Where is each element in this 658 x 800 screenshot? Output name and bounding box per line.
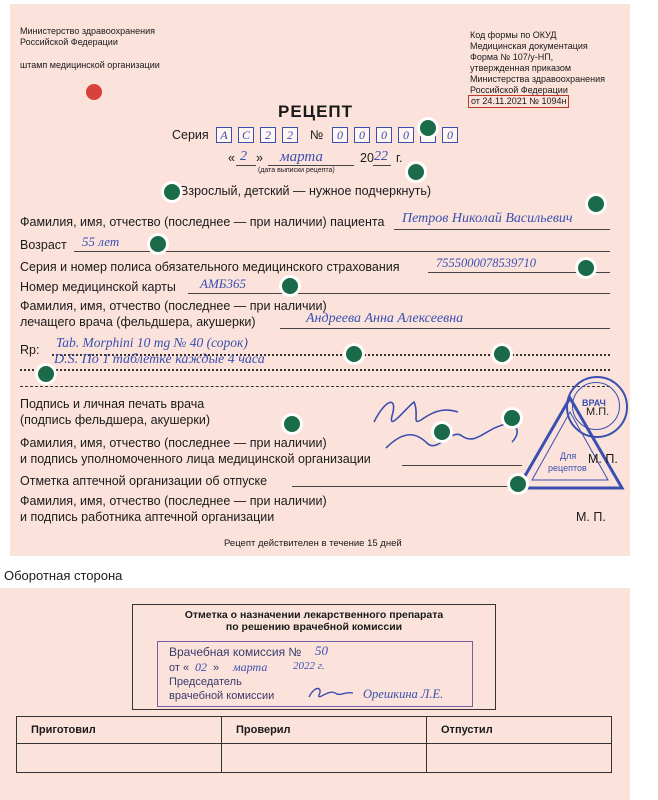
date-day-line <box>236 165 256 166</box>
ministry-line1: Министерство здравоохранения <box>20 26 155 36</box>
number-cell: 0 <box>376 127 392 143</box>
marker-dot <box>346 346 362 362</box>
pharmacy-worker-label-2: и подпись работника аптечной организации <box>20 510 275 524</box>
chair-label-2: врачебной комиссии <box>169 690 275 702</box>
rp-cut-line <box>20 386 610 387</box>
triangle-stamp-mp: М. П. <box>588 452 618 466</box>
marker-dot <box>588 196 604 212</box>
marker-dot <box>150 236 166 252</box>
date-year-line <box>373 165 391 166</box>
date-open-quote: « <box>228 151 235 165</box>
prescription-back <box>0 588 630 800</box>
mp-label: М. П. <box>576 510 606 524</box>
commission-from-month: марта <box>233 660 268 674</box>
commission-from-close: » <box>213 662 220 674</box>
table-header-checked: Проверил <box>222 717 427 744</box>
triangle-stamp-icon <box>510 392 630 496</box>
age-group-note: Взрослый, детский — нужное подчеркнуть) <box>180 184 432 198</box>
round-stamp-mp: М.П. <box>586 406 610 418</box>
commission-from-label: от « <box>169 662 190 674</box>
doctor-label-1: Фамилия, имя, отчество (последнее — при наличии) <box>20 299 327 313</box>
form-line-3: утвержденная приказом <box>470 63 572 73</box>
marker-dot <box>282 278 298 294</box>
commission-label: Врачебная комиссия № <box>169 645 302 659</box>
commission-box-title-2: по решению врачебной комиссии <box>225 621 403 633</box>
date-caption: (дата выписки рецепта) <box>258 167 335 174</box>
commission-number: 50 <box>315 643 328 658</box>
doctor-value: Андреева Анна Алексеевна <box>306 311 464 326</box>
pharmacy-mark-label: Отметка аптечной организации об отпуске <box>20 474 268 488</box>
series-cell: С <box>238 127 254 143</box>
form-line-1: Медицинская документация <box>470 41 588 51</box>
date-close-quote: » <box>256 151 263 165</box>
doctor-sign-label-2: (подпись фельдшера, акушерки) <box>20 413 210 427</box>
doctor-sign-label-1: Подпись и личная печать врача <box>20 397 205 411</box>
stamp-text: ВРАЧ <box>582 398 606 408</box>
pharmacy-worker-label-1: Фамилия, имя, отчество (последнее — при наличии) <box>20 494 327 508</box>
age-label: Возраст <box>20 238 67 252</box>
page-title: РЕЦЕПТ <box>278 102 354 121</box>
form-line-4: Министерства здравоохранения <box>470 74 605 84</box>
commission-box <box>132 604 496 710</box>
date-year-unit: г. <box>396 151 403 165</box>
series-cell: А <box>216 127 232 143</box>
marker-dot <box>504 410 520 426</box>
number-cell: 0 <box>332 127 348 143</box>
number-cell: 0 <box>442 127 458 143</box>
marker-dot <box>434 424 450 440</box>
form-line-5: Российской Федерации <box>470 85 568 95</box>
marker-dot <box>420 120 436 136</box>
card-line <box>188 293 610 294</box>
chair-name: Орешкина Л.Е. <box>363 687 444 701</box>
marker-dot <box>164 184 180 200</box>
policy-value: 7555000078539710 <box>436 256 536 270</box>
marker-dot <box>284 416 300 432</box>
marker-dot <box>510 476 526 492</box>
date-year-prefix: 20 <box>360 151 374 165</box>
triangle-stamp-line1: Для <box>560 451 577 461</box>
authorized-label-1: Фамилия, имя, отчество (последнее — при наличии) <box>20 436 327 450</box>
marker-dot <box>408 164 424 180</box>
patient-value: Петров Николай Васильевич <box>402 211 573 226</box>
order-reference: от 24.11.2021 № 1094н <box>468 95 569 108</box>
back-side-heading: Оборотная сторона <box>4 568 123 583</box>
table-cell <box>427 744 612 773</box>
rp-line1: Tab. Morphini 10 mg № 40 (сорок) <box>56 335 248 350</box>
table-cell <box>17 744 222 773</box>
age-value: 55 лет <box>82 234 120 249</box>
chair-label-1: Председатель <box>169 676 242 688</box>
form-line-0: Код формы по ОКУД <box>470 30 557 40</box>
chair-signature <box>305 683 357 703</box>
series-label: Серия <box>172 128 209 142</box>
table-header-dispensed: Отпустил <box>427 717 612 744</box>
date-month-line <box>268 165 354 166</box>
authorized-line <box>402 465 522 466</box>
marker-dot <box>38 366 54 382</box>
number-label: № <box>310 128 324 142</box>
series-cell: 2 <box>282 127 298 143</box>
date-day: 2 <box>240 149 247 164</box>
rp-label: Rp: <box>20 343 40 357</box>
card-value: АМБ365 <box>200 276 246 291</box>
commission-box-title-1: Отметка о назначении лекарственного препарата <box>184 609 444 621</box>
card-label: Номер медицинской карты <box>20 280 176 294</box>
triangle-stamp-line2: рецептов <box>548 463 587 473</box>
marker-dot <box>578 260 594 276</box>
commission-from-day: 02 <box>195 660 207 674</box>
policy-label: Серия и номер полиса обязательного медицинского страхования <box>20 260 400 274</box>
number-cell: 0 <box>398 127 414 143</box>
doctor-line <box>280 328 610 329</box>
pharmacy-table <box>16 716 612 773</box>
number-cell: 0 <box>354 127 370 143</box>
commission-from-year: 2022 г. <box>293 660 325 672</box>
rp-line2: D.S. По 1 таблетке каждые 4 часа <box>54 352 265 367</box>
rp-dotted-line <box>20 369 610 371</box>
authorized-label-2: и подпись уполномоченного лица медицинской организации <box>20 452 371 466</box>
prescription-front <box>10 4 630 556</box>
table-header-prepared: Приготовил <box>17 717 222 744</box>
table-row <box>17 717 612 744</box>
patient-label: Фамилия, имя, отчество (последнее — при наличии) пациента <box>20 215 385 229</box>
form-line-2: Форма № 107/у-НП, <box>470 52 554 62</box>
date-year-suffix: 22 <box>374 149 388 164</box>
patient-line <box>394 229 610 230</box>
validity-note: Рецепт действителен в течение 15 дней <box>224 538 402 549</box>
doctor-label-2: лечащего врача (фельдшера, акушерки) <box>20 315 256 329</box>
pharmacy-mark-line <box>292 486 522 487</box>
table-row <box>17 744 612 773</box>
stamp-label: штамп медицинской организации <box>20 60 160 70</box>
series-cell: 2 <box>260 127 276 143</box>
table-cell <box>222 744 427 773</box>
red-marker-icon <box>86 84 102 100</box>
date-month: марта <box>280 149 323 165</box>
ministry-line2: Российской Федерации <box>20 37 118 47</box>
marker-dot <box>494 346 510 362</box>
